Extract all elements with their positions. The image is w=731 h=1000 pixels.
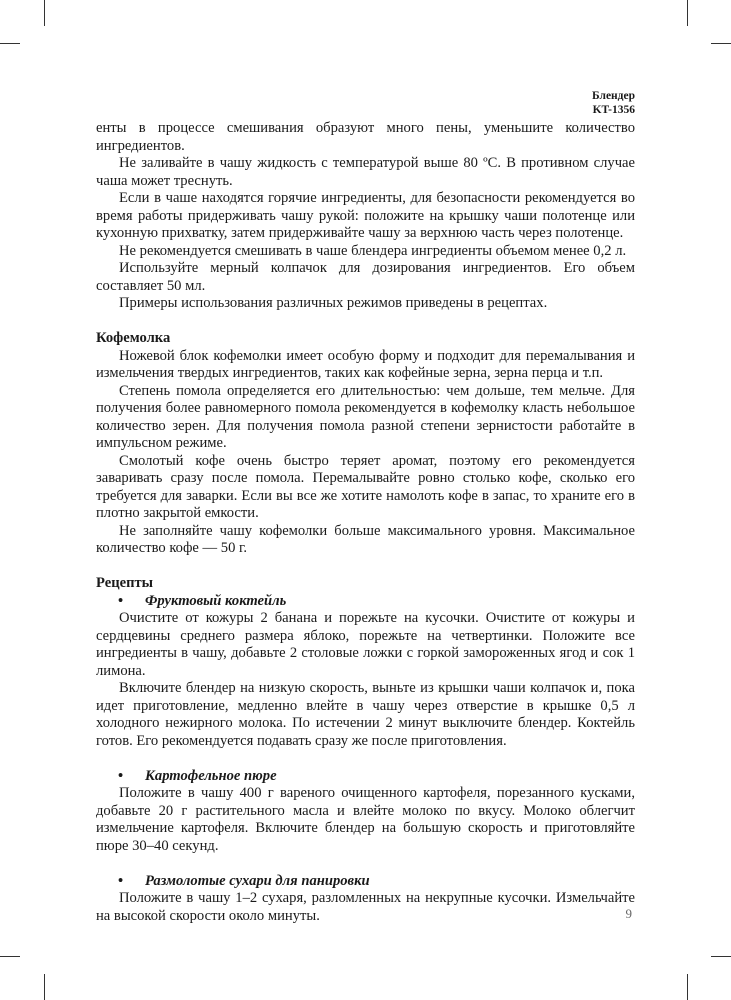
recipe-title (96, 873, 635, 891)
recipe-title (96, 768, 635, 786)
paragraph: Степень помола определяется его длительностью: чем дольше, тем мельче. Для получения более равномерного помола рекомендуется в кофемолку класть небольшое количество зерен. Для получения помола разной степени зернистости работайте в импульсном режиме. (96, 382, 635, 451)
recipe-title-text: Размолотые сухари для панировки (145, 872, 370, 889)
section-heading-coffee-grinder: Кофемолка (96, 330, 171, 346)
page-body (96, 120, 635, 925)
crop-mark (0, 43, 20, 44)
recipe-title-text: Фруктовый коктейль (145, 592, 287, 609)
paragraph: Используйте мерный колпачок для дозирования ингредиентов. Его объем составляет 50 мл. (96, 260, 635, 294)
bullet-icon: • (118, 767, 124, 784)
page-number: 9 (625, 906, 632, 921)
paragraph: Примеры использования различных режимов приведены в рецептах. (119, 295, 548, 311)
crop-mark (711, 956, 731, 957)
paragraph: Если в чаше находятся горячие ингредиенты, для безопасности рекомендуется во время работы придерживать чашу рукой: положите на крышку чаши полотенце или кухонную прихватку, затем придерживайте чашу за верхнюю часть через полотенце. (96, 190, 635, 241)
bullet-icon: • (118, 592, 124, 609)
recipe-title (96, 593, 635, 611)
header-model: KT-1356 (592, 104, 635, 116)
paragraph: Включите блендер на низкую скорость, выньте из крышки чаши колпачок и, пока идет приготовление, медленно влейте в чашу через отверстие в крышке 0,5 л холодного нежирного молока. По истечении 2 минут выключите блендер. Коктейль готов. Его рекомендуется подавать сразу же после приготовления. (96, 680, 635, 749)
paragraph: енты в процессе смешивания образуют много пены, уменьшите количество ингредиентов. (96, 120, 635, 154)
crop-mark (44, 974, 45, 1000)
paragraph: Положите в чашу 400 г вареного очищенного картофеля, порезанного кусками, добавьте 20 г растительного масла и влейте молоко по вкусу. Молоко облегчит измельчение картофеля. Включите блендер на большую скорость и приготовляйте пюре 30–40 секунд. (96, 785, 635, 854)
running-header (592, 89, 635, 117)
crop-mark (711, 43, 731, 44)
paragraph: Положите в чашу 1–2 сухаря, разломленных на некрупные кусочки. Измельчайте на высокой скорости около минуты. (96, 890, 635, 924)
crop-mark (44, 0, 45, 26)
paragraph: Ножевой блок кофемолки имеет особую форму и подходит для перемалывания и измельчения твердых ингредиентов, таких как кофейные зерна, зерна перца и т.п. (96, 347, 635, 381)
section-heading-recipes: Рецепты (96, 575, 154, 591)
crop-mark (0, 956, 20, 957)
header-title: Блендер (592, 90, 635, 102)
paragraph: Не заполняйте чашу кофемолки больше максимального уровня. Максимальное количество кофе — 50 г. (96, 522, 635, 556)
recipe-title-text: Картофельное пюре (145, 767, 277, 784)
paragraph: Очистите от кожуры 2 банана и порежьте на кусочки. Очистите от кожуры и сердцевины среднего размера яблоко, порежьте на четвертинки. Положите все ингредиенты в чашу, добавьте 2 столовые ложки с горкой замороженных ягод и сок 1 лимона. (96, 610, 635, 679)
paragraph: Не рекомендуется смешивать в чаше блендера ингредиенты объемом менее 0,2 л. (119, 242, 627, 259)
crop-mark (687, 0, 688, 26)
crop-mark (687, 974, 688, 1000)
paragraph: Не заливайте в чашу жидкость с температурой выше 80 ºС. В противном случае чаша может треснуть. (96, 155, 635, 189)
paragraph: Смолотый кофе очень быстро теряет аромат, поэтому его рекомендуется заваривать сразу после помола. Перемалывайте ровно столько кофе, сколько его требуется для заварки. Если вы все же хотите намолоть кофе в запас, то храните его в плотно закрытой емкости. (96, 452, 635, 521)
bullet-icon: • (118, 872, 124, 889)
